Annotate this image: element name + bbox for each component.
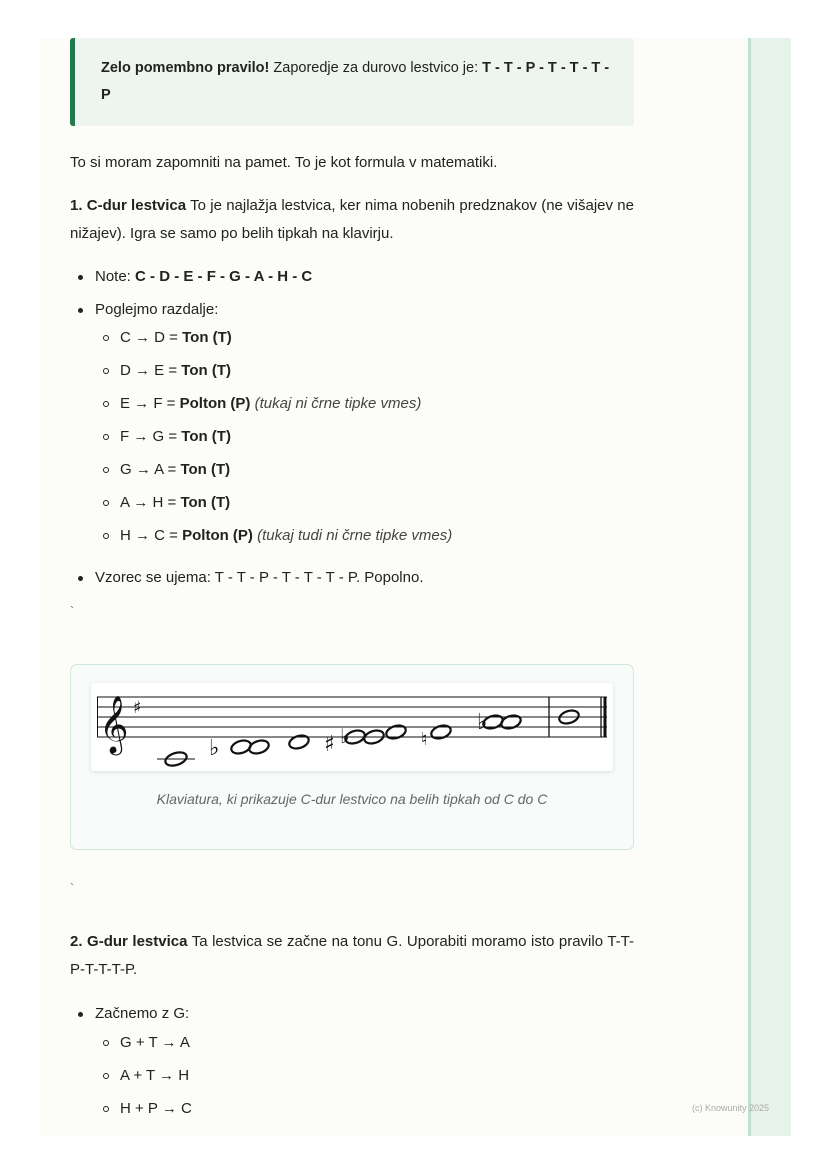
callout-sequence: T - T - P - T - T - T - P bbox=[101, 60, 610, 103]
section2-paragraph bbox=[70, 928, 634, 984]
callout-text: Zaporedje za durovo lestvico je: bbox=[269, 60, 483, 76]
tick-mark: ` bbox=[70, 604, 74, 618]
interval-value: Ton (T) bbox=[180, 461, 231, 478]
interval-value: Ton (T) bbox=[181, 362, 231, 379]
interval-pair: E → F = bbox=[120, 395, 180, 412]
section1-paragraph bbox=[70, 192, 634, 248]
interval-item bbox=[95, 326, 634, 350]
flat-icon: ♭ bbox=[477, 710, 488, 735]
steps-list bbox=[95, 1031, 634, 1121]
step-item: A + T → H bbox=[95, 1064, 634, 1088]
section2-text: Ta lestvica se začne na tonu G. Uporabiti moramo isto pravilo T-T-P-T-T-T-P. bbox=[70, 933, 634, 978]
section1-text: To je najlažja lestvica, ker nima nobenih predznakov (ne višajev ne nižajev). Igra se samo po belih tipkah na klavirju. bbox=[70, 197, 634, 242]
interval-item bbox=[95, 425, 634, 449]
interval-value: Polton (P) bbox=[179, 395, 251, 412]
important-rule-callout bbox=[70, 38, 634, 126]
interval-pair: G → A = bbox=[120, 461, 181, 478]
figure-caption: Klaviatura, ki prikazuje C-dur lestvico na belih tipkah od C do C bbox=[156, 791, 548, 807]
section1-heading: 1. C-dur lestvica bbox=[70, 197, 187, 214]
treble-clef-icon: 𝄞 bbox=[99, 695, 129, 753]
copyright-footer: (c) Knowunity 2025 bbox=[692, 1103, 770, 1113]
side-strip bbox=[748, 38, 791, 1136]
flat-icon: ♭ bbox=[209, 736, 220, 761]
step-item: G + T → A bbox=[95, 1031, 634, 1055]
interval-note: (tukaj tudi ni črne tipke vmes) bbox=[257, 527, 453, 544]
music-figure bbox=[70, 664, 634, 850]
intervals-item bbox=[70, 298, 634, 548]
sharp-icon: ♯ bbox=[133, 698, 142, 718]
interval-note: (tukaj ni črne tipke vmes) bbox=[254, 395, 422, 412]
staff-card bbox=[91, 683, 613, 771]
step-item: H + P → C bbox=[95, 1097, 634, 1121]
start-item bbox=[70, 1002, 634, 1121]
interval-value: Polton (P) bbox=[182, 527, 253, 544]
interval-pair: D → E = bbox=[120, 362, 182, 379]
interval-pair: A → H = bbox=[120, 494, 181, 511]
interval-value: Ton (T) bbox=[181, 428, 231, 445]
section2-heading: 2. G-dur lestvica bbox=[70, 933, 188, 950]
section1-list bbox=[70, 265, 634, 590]
interval-item bbox=[95, 458, 634, 482]
interval-item bbox=[95, 359, 634, 383]
tick-mark: ` bbox=[70, 881, 74, 895]
intervals-label: Poglejmo razdalje: bbox=[95, 301, 219, 318]
interval-value: Ton (T) bbox=[182, 329, 232, 346]
notes-value: C - D - E - F - G - A - H - C bbox=[135, 268, 313, 285]
start-label: Začnemo z G: bbox=[95, 1005, 190, 1022]
section2-list bbox=[70, 1002, 634, 1121]
flat-icon: ♭ bbox=[340, 724, 350, 748]
intro-text: To si moram zapomniti na pamet. To je kot formula v matematiki. bbox=[70, 154, 498, 171]
interval-pair: C → D = bbox=[120, 329, 183, 346]
content bbox=[70, 38, 634, 1117]
natural-icon: ♮ bbox=[421, 729, 428, 750]
intervals-list bbox=[95, 326, 634, 548]
interval-pair: H → C = bbox=[120, 527, 183, 544]
callout-lead: Zelo pomembno pravilo! bbox=[101, 60, 270, 76]
sharp-icon: ♯ bbox=[324, 732, 335, 757]
interval-item bbox=[95, 491, 634, 515]
notes-item bbox=[70, 265, 634, 289]
notes-label: Note: bbox=[95, 268, 136, 285]
pattern-item: Vzorec se ujema: T - T - P - T - T - T - P. Popolno. bbox=[70, 566, 634, 590]
interval-item bbox=[95, 524, 634, 548]
music-staff-image bbox=[91, 683, 613, 771]
interval-pair: F → G = bbox=[120, 428, 182, 445]
interval-item bbox=[95, 392, 634, 416]
interval-value: Ton (T) bbox=[180, 494, 231, 511]
